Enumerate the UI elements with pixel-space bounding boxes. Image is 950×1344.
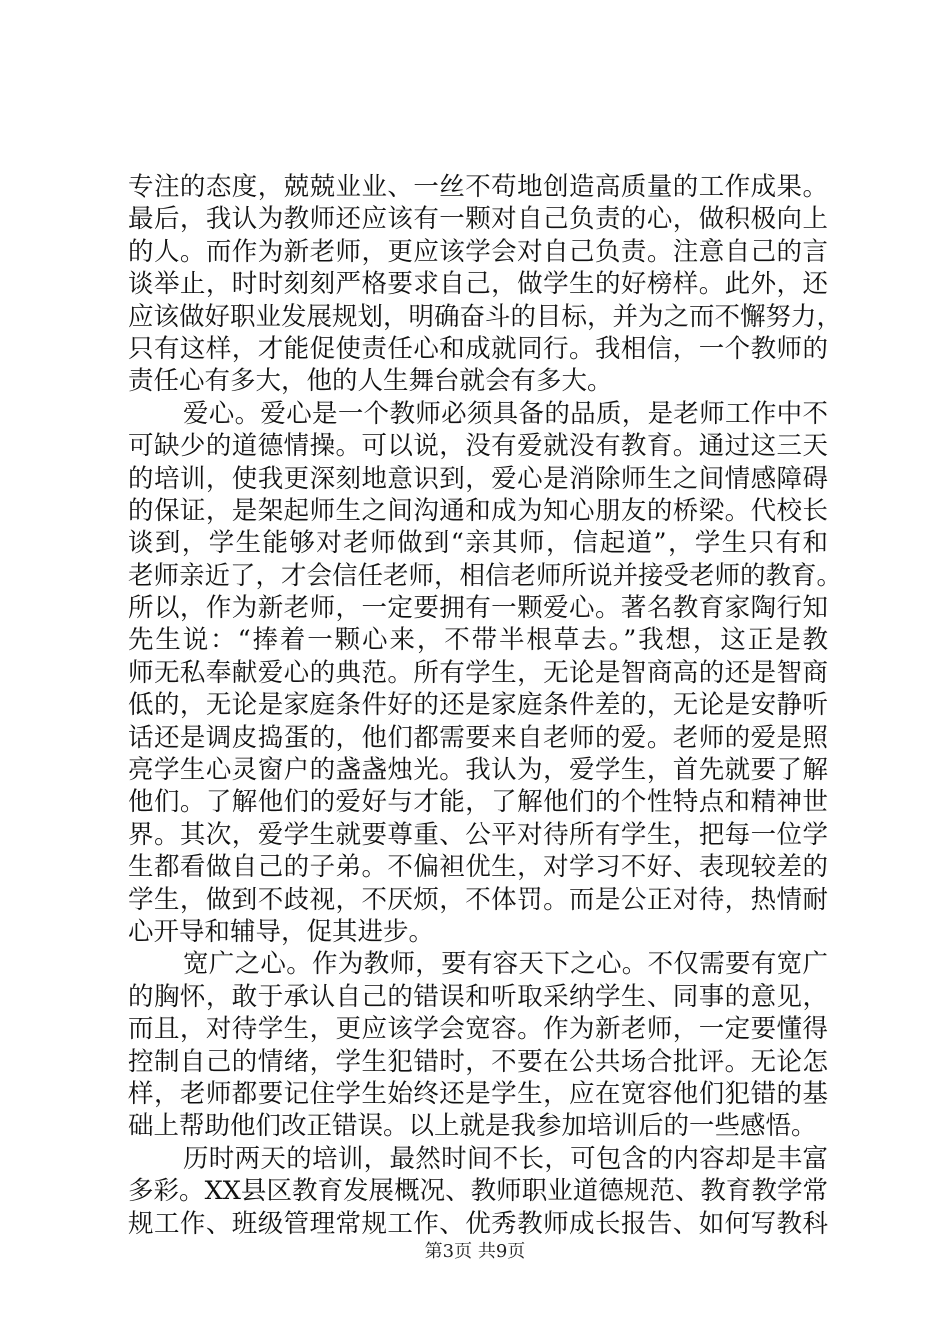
text-line: 的人。而作为新老师，更应该学会对自己负责。注意自己的言 [128,236,828,267]
text-line: 专注的态度，兢兢业业、一丝不苟地创造高质量的工作成果。 [128,172,828,202]
text-line: 规工作、班级管理常规工作、优秀教师成长报告、如何写教科 [128,1208,828,1239]
text-line: 他们。了解他们的爱好与才能，了解他们的个性特点和精神世 [128,787,828,818]
text-line: 师无私奉献爱心的典范。所有学生，无论是智商高的还是智商 [128,657,828,688]
text-line: 宽广之心。作为教师，要有容天下之心。不仅需要有宽广 [183,949,828,980]
text-line: 所以，作为新老师，一定要拥有一颗爱心。著名教育家陶行知 [128,593,828,624]
text-line: 界。其次，爱学生就要尊重、公平对待所有学生，把每一位学 [128,819,828,850]
text-line: 样，老师都要记住学生始终还是学生，应在宽容他们犯错的基 [128,1078,828,1109]
text-line: 学生，做到不歧视，不厌烦，不体罚。而是公正对待，热情耐 [128,884,828,915]
text-line: 生都看做自己的子弟。不偏袒优生，对学习不好、表现较差的 [128,852,828,883]
text-line: 先生说：“捧着一颗心来，不带半根草去。”我想，这正是教 [128,625,828,656]
text-line: 爱心。爱心是一个教师必须具备的品质，是老师工作中不 [183,398,828,429]
text-line: 可缺少的道德情操。可以说，没有爱就没有教育。通过这三天 [128,431,828,462]
text-line: 最后，我认为教师还应该有一颗对自己负责的心，做积极向上 [128,204,828,235]
text-line: 心开导和辅导，促其进步。 [128,916,435,947]
text-line: 的培训，使我更深刻地意识到，爱心是消除师生之间情感障碍 [128,463,828,494]
text-line: 话还是调皮捣蛋的，他们都需要来自老师的爱。老师的爱是照 [128,722,828,753]
text-line: 多彩。XX县区教育发展概况、教师职业道德规范、教育教学常 [128,1176,828,1207]
text-line: 的胸怀，敢于承认自己的错误和听取采纳学生、同事的意见， [128,981,828,1012]
text-line: 谈举止，时时刻刻严格要求自己，做学生的好榜样。此外，还 [128,269,828,300]
text-line: 谈到，学生能够对老师做到“亲其师，信起道”，学生只有和 [128,528,828,559]
text-line: 只有这样，才能促使责任心和成就同行。我相信，一个教师的 [128,333,828,364]
text-line: 控制自己的情绪，学生犯错时，不要在公共场合批评。无论怎 [128,1046,828,1077]
text-line: 础上帮助他们改正错误。以上就是我参加培训后的一些感悟。 [128,1111,817,1142]
page-footer: 第3页 共9页 [424,1241,526,1262]
text-line: 应该做好职业发展规划，明确奋斗的目标，并为之而不懈努力， [128,301,843,332]
text-line: 亮学生心灵窗户的盏盏烛光。我认为，爱学生，首先就要了解 [128,755,828,786]
text-line: 低的，无论是家庭条件好的还是家庭条件差的，无论是安静听 [128,690,828,721]
text-line: 的保证，是架起师生之间沟通和成为知心朋友的桥梁。代校长 [128,495,828,526]
text-line: 老师亲近了，才会信任老师，相信老师所说并接受老师的教育。 [128,560,843,591]
text-line: 历时两天的培训，最然时间不长，可包含的内容却是丰富 [183,1143,828,1174]
text-line: 而且，对待学生，更应该学会宽容。作为新老师，一定要懂得 [128,1014,828,1045]
body-text [128,171,843,1240]
text-line: 责任心有多大，他的人生舞台就会有多大。 [128,366,613,397]
